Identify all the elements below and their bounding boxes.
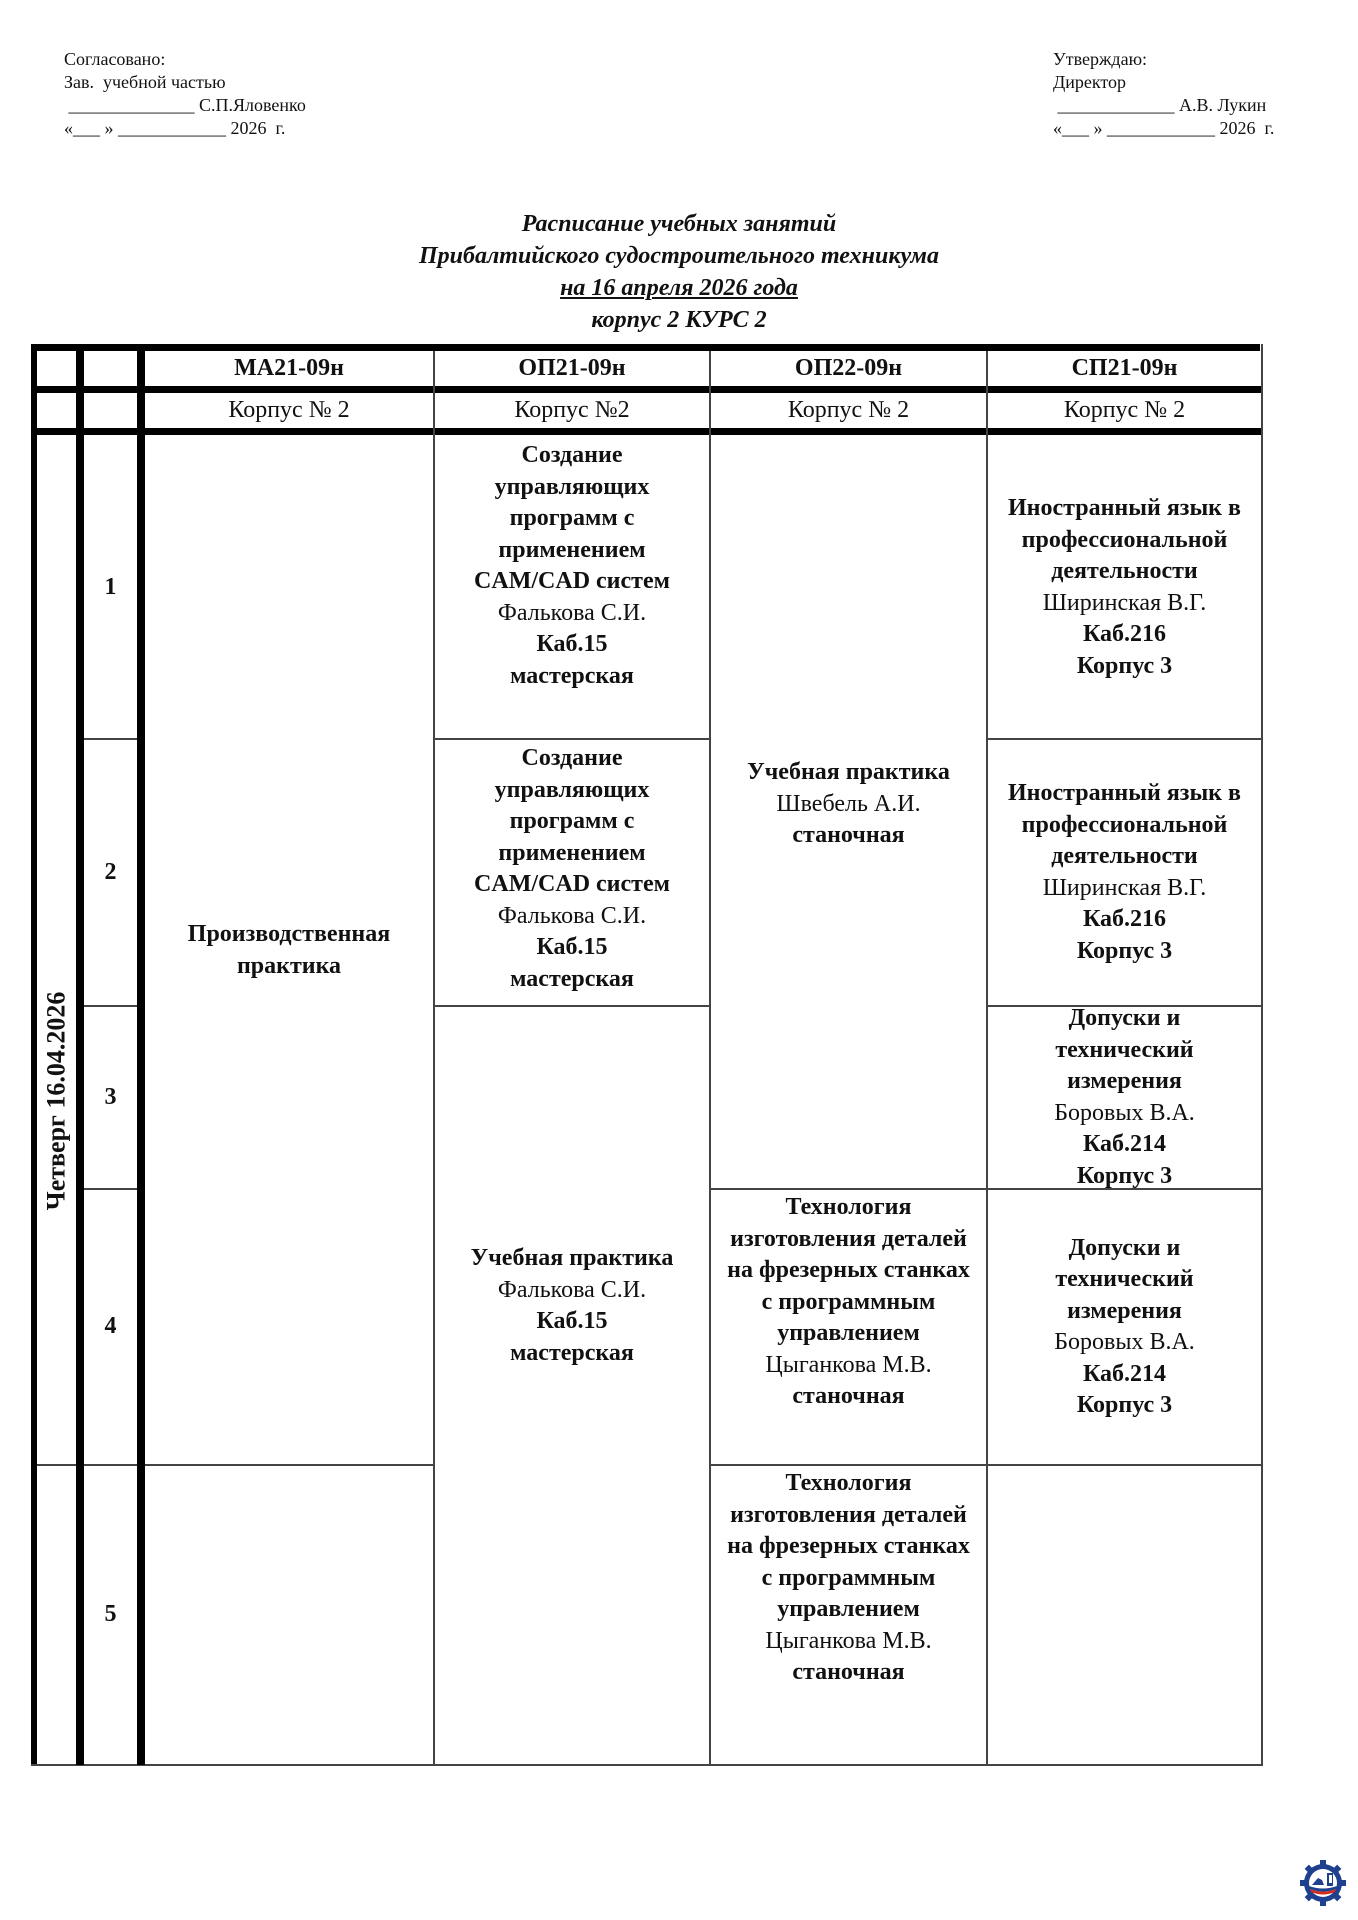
- group-header-ma21: МА21-09н: [234, 354, 344, 381]
- lesson-teacher: Боровых В.А.: [1054, 1329, 1195, 1355]
- title-date: на 16 апреля 2026 года: [560, 275, 798, 301]
- lesson-sp21-period-4: [988, 1190, 1261, 1464]
- lesson-op22-period-4: [711, 1190, 986, 1464]
- group-header-op22: ОП22-09н: [794, 354, 903, 381]
- lesson-sp21-period-1: [988, 437, 1261, 738]
- lesson-place: мастерская: [510, 965, 634, 992]
- period-number: 3: [104, 1083, 117, 1110]
- approval-right-line2: Директор: [1053, 72, 1127, 92]
- period-number: 2: [104, 858, 117, 885]
- lesson-subject: Технология изготовления деталей на фрезерных станках с программным управлением: [727, 1470, 970, 1622]
- header-separator-2: [31, 428, 1261, 435]
- approval-left-date: «___ » ____________ 2026 г.: [64, 118, 286, 138]
- period-number: 5: [104, 1601, 117, 1628]
- title-line1: Расписание учебных занятий: [521, 211, 837, 237]
- lesson-teacher: Боровых В.А.: [1054, 1099, 1195, 1126]
- lesson-teacher: Швебель А.И.: [776, 790, 921, 817]
- document-title: [0, 208, 1358, 336]
- approval-left-signature: ______________ С.П.Яловенко: [64, 95, 306, 115]
- table-border-right: [1261, 344, 1263, 1765]
- group-header-sp21: СП21-09н: [1071, 354, 1178, 381]
- approval-block-left: [64, 48, 306, 140]
- building-op22: Корпус № 2: [787, 396, 910, 423]
- lesson-room: Каб.15: [536, 1308, 608, 1334]
- lesson-place: станочная: [792, 1383, 905, 1409]
- lesson-room: Каб.216: [1082, 621, 1167, 647]
- lesson-place: мастерская: [510, 1339, 634, 1366]
- building-ma21: Корпус № 2: [228, 396, 350, 423]
- day-cell: [36, 437, 76, 1765]
- lesson-subject: Иностранный язык в профессиональной деятельности: [1008, 495, 1241, 584]
- lesson-op21-period-1: [435, 437, 709, 738]
- lesson-subject: Учебная практика: [470, 1245, 674, 1271]
- table-border-bottom: [31, 1764, 1263, 1766]
- lesson-place: Корпус 3: [1076, 937, 1173, 964]
- sp21-row-line-4: [988, 1464, 1261, 1466]
- lesson-sp21-period-3: [988, 1007, 1261, 1188]
- lesson-place: станочная: [792, 1659, 905, 1685]
- table-border-top: [31, 344, 1260, 351]
- lesson-subject: Создание управляющих программ с применением CAM/CAD систем: [474, 745, 670, 897]
- lesson-subject: Учебная практика: [747, 759, 950, 785]
- lesson-teacher: Цыганкова М.В.: [765, 1627, 932, 1654]
- period-number: 4: [104, 1313, 117, 1340]
- lesson-teacher: Фалькова С.И.: [497, 1276, 647, 1303]
- lesson-room: Каб.15: [536, 631, 608, 657]
- period-column-divider: [137, 344, 145, 1765]
- building-op21: Корпус №2: [514, 396, 630, 423]
- lesson-op22-periods-1-3: [711, 437, 986, 1188]
- approval-block-right: [1053, 48, 1274, 140]
- lesson-room: Каб.214: [1082, 1360, 1167, 1387]
- lesson-place: Корпус 3: [1076, 1392, 1173, 1418]
- title-line2: Прибалтийского судостроительного техникума: [419, 243, 939, 269]
- approval-left-line1: Согласовано:: [64, 49, 166, 69]
- day-column-divider: [76, 344, 84, 1765]
- approval-right-signature: _____________ А.В. Лукин: [1053, 95, 1267, 115]
- lesson-ma21-periods-1-4: [145, 437, 433, 1464]
- lesson-teacher: Фалькова С.И.: [497, 599, 647, 626]
- lesson-teacher: Цыганкова М.В.: [765, 1351, 932, 1378]
- lesson-room: Каб.214: [1082, 1131, 1167, 1157]
- approval-right-line1: Утверждаю:: [1053, 49, 1148, 69]
- period-number: 1: [104, 573, 117, 600]
- lesson-teacher: Ширинская В.Г.: [1042, 589, 1207, 616]
- lesson-place: мастерская: [510, 662, 634, 689]
- lesson-subject: Производственная практика: [187, 921, 391, 979]
- header-separator-1: [31, 386, 1261, 393]
- lesson-teacher: Фалькова С.И.: [497, 902, 647, 929]
- lesson-teacher: Ширинская В.Г.: [1042, 874, 1207, 901]
- approval-left-line2: Зав. учебной частью: [64, 72, 226, 92]
- building-sp21: Корпус № 2: [1063, 396, 1186, 423]
- lesson-place: Корпус 3: [1076, 652, 1173, 679]
- lesson-subject: Создание управляющих программ с применением CAM/CAD систем: [474, 442, 670, 594]
- lesson-place: Корпус 3: [1076, 1162, 1173, 1189]
- lesson-subject: Допуски и технический измерения: [1055, 1234, 1194, 1324]
- ma21-row-line: [145, 1464, 433, 1466]
- group-header-op21: ОП21-09н: [518, 354, 626, 381]
- lesson-sp21-period-2: [988, 740, 1261, 1005]
- lesson-room: Каб.15: [536, 934, 608, 960]
- college-logo-icon: [1298, 1858, 1348, 1908]
- lesson-subject: Допуски и технический измерения: [1055, 1005, 1194, 1094]
- lesson-room: Каб.216: [1082, 906, 1167, 932]
- lesson-subject: Иностранный язык в профессиональной деятельности: [1008, 780, 1241, 869]
- day-label: Четверг 16.04.2026: [41, 991, 70, 1211]
- title-line4: корпус 2 КУРС 2: [591, 307, 767, 333]
- lesson-place: станочная: [792, 822, 905, 848]
- lesson-op22-period-5: [711, 1466, 986, 1764]
- lesson-op21-period-2: [435, 740, 709, 1005]
- approval-right-date: «___ » ____________ 2026 г.: [1053, 118, 1275, 138]
- lesson-subject: Технология изготовления деталей на фрезерных станках с программным управлением: [727, 1194, 970, 1346]
- lesson-op21-periods-3-5: [435, 1007, 709, 1764]
